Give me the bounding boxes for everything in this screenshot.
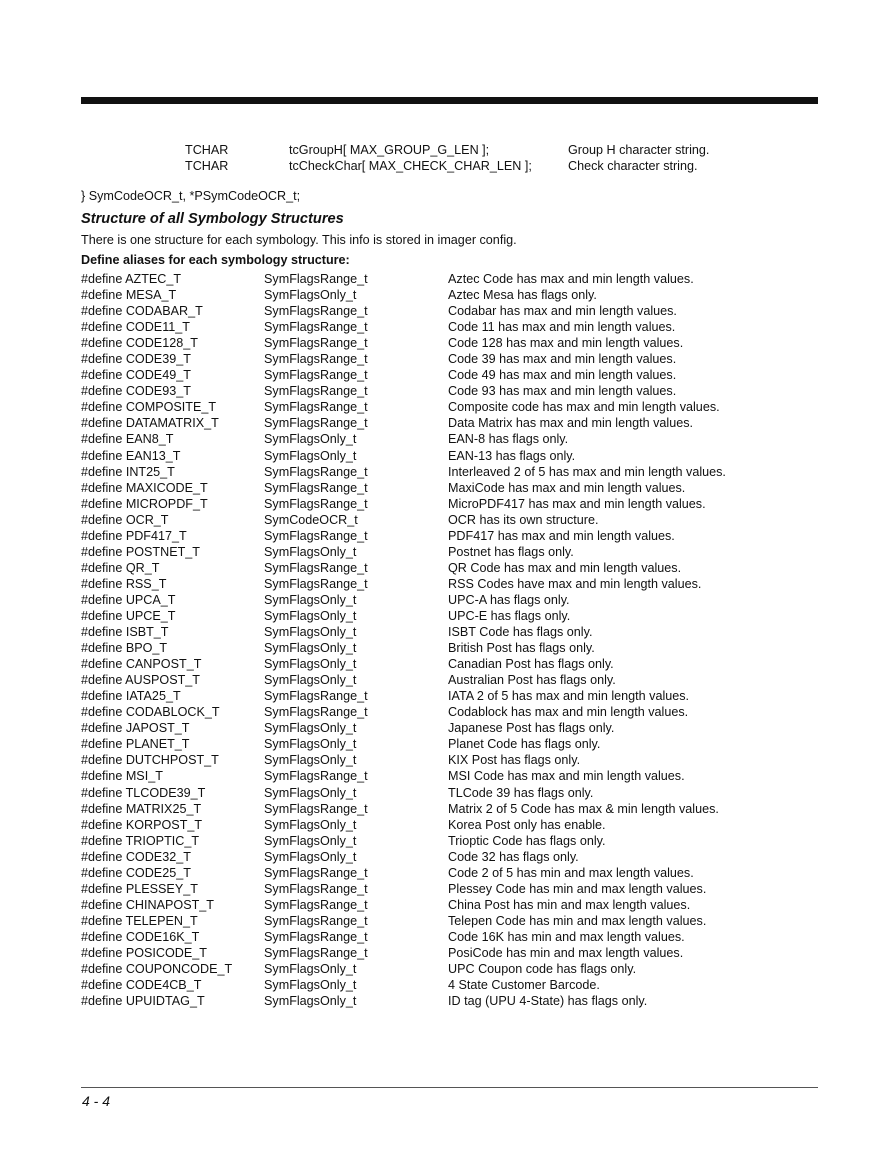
define-macro: #define PLESSEY_T <box>81 881 198 896</box>
define-type: SymFlagsOnly_t <box>264 592 357 607</box>
define-type: SymFlagsOnly_t <box>264 817 357 832</box>
define-type: SymFlagsRange_t <box>264 416 368 431</box>
define-description: Code 2 of 5 has min and max length values. <box>448 865 694 880</box>
define-row <box>0 945 892 961</box>
define-row <box>0 768 892 784</box>
define-macro: #define CODABAR_T <box>81 304 203 319</box>
define-macro: #define ISBT_T <box>81 625 169 640</box>
define-description: RSS Codes have max and min length values. <box>448 576 702 591</box>
define-macro: #define AZTEC_T <box>81 272 182 286</box>
define-row <box>0 528 892 544</box>
define-row <box>0 929 892 945</box>
define-type: SymFlagsRange_t <box>264 400 368 415</box>
define-macro: #define MAXICODE_T <box>81 480 208 495</box>
define-description: KIX Post has flags only. <box>448 753 581 768</box>
struct-field-description: Check character string. <box>568 159 698 173</box>
define-row <box>0 576 892 592</box>
define-description: Interleaved 2 of 5 has max and min length values. <box>448 464 726 479</box>
define-macro: #define CODE11_T <box>81 320 190 335</box>
define-macro: #define CODE39_T <box>81 352 191 367</box>
define-type: SymFlagsRange_t <box>264 705 368 720</box>
define-row <box>0 961 892 977</box>
define-type: SymFlagsOnly_t <box>264 962 357 977</box>
define-row <box>0 672 892 688</box>
define-type: SymFlagsOnly_t <box>264 994 357 1009</box>
define-row <box>0 608 892 624</box>
define-description: ID tag (UPU 4-State) has flags only. <box>448 994 648 1009</box>
define-row <box>0 993 892 1009</box>
define-type: SymFlagsRange_t <box>264 881 368 896</box>
define-type: SymFlagsRange_t <box>264 689 368 704</box>
define-macro: #define KORPOST_T <box>81 817 203 832</box>
define-row <box>0 271 892 287</box>
define-type: SymFlagsOnly_t <box>264 448 357 463</box>
define-macro: #define TLCODE39_T <box>81 785 206 800</box>
define-description: TLCode 39 has flags only. <box>448 785 594 800</box>
struct-field-description: Group H character string. <box>568 143 710 157</box>
define-description: MSI Code has max and min length values. <box>448 769 685 784</box>
define-type: SymFlagsRange_t <box>264 320 368 335</box>
define-description: QR Code has max and min length values. <box>448 560 682 575</box>
define-description: Trioptic Code has flags only. <box>448 833 606 848</box>
define-row <box>0 319 892 335</box>
define-description: EAN-13 has flags only. <box>448 448 576 463</box>
define-row <box>0 752 892 768</box>
define-macro: #define POSTNET_T <box>81 544 200 559</box>
page-number: 4 - 4 <box>82 1093 111 1109</box>
define-description: Telepen Code has min and max length values. <box>448 913 707 928</box>
define-macro: #define MESA_T <box>81 288 177 303</box>
define-row <box>0 383 892 399</box>
struct-field-name: tcGroupH[ MAX_GROUP_G_LEN ]; <box>289 143 490 157</box>
define-type: SymFlagsOnly_t <box>264 657 357 672</box>
define-description: Data Matrix has max and min length values. <box>448 416 693 431</box>
define-description: Code 93 has max and min length values. <box>448 384 677 399</box>
define-description: Matrix 2 of 5 Code has max & min length values. <box>448 801 719 816</box>
define-row <box>0 480 892 496</box>
struct-fields <box>0 142 892 174</box>
define-macro: #define UPUIDTAG_T <box>81 994 205 1009</box>
define-macro: #define EAN8_T <box>81 432 174 447</box>
define-row <box>0 464 892 480</box>
define-type: SymFlagsRange_t <box>264 336 368 351</box>
define-type: SymFlagsRange_t <box>264 929 368 944</box>
define-type: SymFlagsRange_t <box>264 368 368 383</box>
define-description: UPC Coupon code has flags only. <box>448 962 637 977</box>
intro-paragraph: There is one structure for each symbology. This info is stored in imager config. <box>81 233 517 247</box>
define-macro: #define PDF417_T <box>81 528 187 543</box>
define-macro: #define UPCE_T <box>81 608 176 623</box>
define-type: SymFlagsOnly_t <box>264 288 357 303</box>
define-type: SymFlagsRange_t <box>264 897 368 912</box>
define-type: SymFlagsRange_t <box>264 945 368 960</box>
define-row <box>0 656 892 672</box>
define-description: Japanese Post has flags only. <box>448 721 615 736</box>
define-macro: #define CANPOST_T <box>81 657 202 672</box>
define-row <box>0 897 892 913</box>
define-row <box>0 560 892 576</box>
define-type: SymFlagsRange_t <box>264 560 368 575</box>
define-description: ISBT Code has flags only. <box>448 625 593 640</box>
define-macro: #define JAPOST_T <box>81 721 190 736</box>
define-type: SymFlagsRange_t <box>264 528 368 543</box>
define-description: 4 State Customer Barcode. <box>448 978 600 993</box>
define-description: British Post has flags only. <box>448 641 595 656</box>
define-type: SymFlagsRange_t <box>264 496 368 511</box>
define-description: Code 128 has max and min length values. <box>448 336 684 351</box>
define-type: SymFlagsRange_t <box>264 769 368 784</box>
define-row <box>0 367 892 383</box>
define-macro: #define CODE32_T <box>81 849 191 864</box>
define-type: SymFlagsOnly_t <box>264 641 357 656</box>
define-description: Code 11 has max and min length values. <box>448 320 676 335</box>
define-macro: #define COUPONCODE_T <box>81 962 233 977</box>
define-row <box>0 833 892 849</box>
struct-field-type: TCHAR <box>185 159 229 173</box>
define-description: MaxiCode has max and min length values. <box>448 480 686 495</box>
define-type: SymFlagsRange_t <box>264 913 368 928</box>
define-macro: #define CODE93_T <box>81 384 191 399</box>
define-description: Australian Post has flags only. <box>448 673 616 688</box>
define-description: Code 16K has min and max length values. <box>448 929 685 944</box>
define-row <box>0 801 892 817</box>
struct-field-type: TCHAR <box>185 143 229 157</box>
define-description: Planet Code has flags only. <box>448 737 601 752</box>
struct-row <box>0 142 892 158</box>
define-description: Korea Post only has enable. <box>448 817 606 832</box>
define-type: SymFlagsOnly_t <box>264 833 357 848</box>
define-description: PDF417 has max and min length values. <box>448 528 675 543</box>
define-type: SymFlagsRange_t <box>264 801 368 816</box>
define-macro: #define CODE25_T <box>81 865 191 880</box>
struct-closing-line: } SymCodeOCR_t, *PSymCodeOCR_t; <box>81 189 301 203</box>
define-row <box>0 640 892 656</box>
define-macro: #define RSS_T <box>81 576 167 591</box>
define-macro: #define CODABLOCK_T <box>81 705 220 720</box>
define-row <box>0 351 892 367</box>
define-description: IATA 2 of 5 has max and min length values. <box>448 689 690 704</box>
define-macro: #define CODE4CB_T <box>81 978 202 993</box>
define-row <box>0 913 892 929</box>
define-type: SymFlagsRange_t <box>264 304 368 319</box>
define-macro: #define TELEPEN_T <box>81 913 198 928</box>
define-description: Code 49 has max and min length values. <box>448 368 677 383</box>
define-row <box>0 448 892 464</box>
define-macro: #define PLANET_T <box>81 737 190 752</box>
define-macro: #define CODE16K_T <box>81 929 200 944</box>
define-type: SymFlagsRange_t <box>264 464 368 479</box>
aliases-heading: Define aliases for each symbology structure: <box>81 253 350 267</box>
define-row <box>0 624 892 640</box>
define-row <box>0 592 892 608</box>
define-type: SymFlagsOnly_t <box>264 608 357 623</box>
define-row <box>0 720 892 736</box>
define-macro: #define CODE128_T <box>81 336 198 351</box>
define-row <box>0 399 892 415</box>
define-macro: #define MICROPDF_T <box>81 496 208 511</box>
define-row <box>0 287 892 303</box>
define-type: SymFlagsOnly_t <box>264 737 357 752</box>
define-type: SymFlagsOnly_t <box>264 673 357 688</box>
define-macro: #define TRIOPTIC_T <box>81 833 200 848</box>
define-macro: #define EAN13_T <box>81 448 181 463</box>
define-type: SymFlagsRange_t <box>264 865 368 880</box>
define-description: Codabar has max and min length values. <box>448 304 677 319</box>
define-row <box>0 496 892 512</box>
section-title: Structure of all Symbology Structures <box>81 211 344 227</box>
define-description: Postnet has flags only. <box>448 544 574 559</box>
define-macro: #define POSICODE_T <box>81 945 207 960</box>
define-row <box>0 303 892 319</box>
define-macro: #define OCR_T <box>81 512 169 527</box>
define-macro: #define DATAMATRIX_T <box>81 416 219 431</box>
define-type: SymFlagsOnly_t <box>264 721 357 736</box>
define-type: SymFlagsRange_t <box>264 272 368 286</box>
define-row <box>0 415 892 431</box>
define-macro: #define INT25_T <box>81 464 175 479</box>
define-type: SymFlagsOnly_t <box>264 978 357 993</box>
define-description: UPC-A has flags only. <box>448 592 570 607</box>
define-macro: #define MATRIX25_T <box>81 801 202 816</box>
define-macro: #define BPO_T <box>81 641 168 656</box>
define-description: MicroPDF417 has max and min length values. <box>448 496 706 511</box>
define-macro: #define CHINAPOST_T <box>81 897 214 912</box>
define-row <box>0 544 892 560</box>
define-list <box>0 271 892 1009</box>
define-type: SymFlagsRange_t <box>264 576 368 591</box>
define-description: Code 39 has max and min length values. <box>448 352 677 367</box>
define-macro: #define QR_T <box>81 560 160 575</box>
define-row <box>0 512 892 528</box>
define-type: SymFlagsOnly_t <box>264 785 357 800</box>
define-row <box>0 977 892 993</box>
define-type: SymFlagsOnly_t <box>264 753 357 768</box>
define-description: Aztec Mesa has flags only. <box>448 288 597 303</box>
define-description: Codablock has max and min length values. <box>448 705 689 720</box>
define-description: OCR has its own structure. <box>448 512 599 527</box>
define-description: Aztec Code has max and min length values. <box>448 272 694 286</box>
define-type: SymFlagsRange_t <box>264 352 368 367</box>
define-row <box>0 736 892 752</box>
define-macro: #define UPCA_T <box>81 592 176 607</box>
define-description: EAN-8 has flags only. <box>448 432 569 447</box>
define-row <box>0 817 892 833</box>
struct-row <box>0 158 892 174</box>
define-type: SymCodeOCR_t <box>264 512 358 527</box>
footer-rule <box>81 1087 818 1088</box>
define-type: SymFlagsOnly_t <box>264 544 357 559</box>
header-rule <box>81 97 818 104</box>
define-description: PosiCode has min and max length values. <box>448 945 684 960</box>
define-type: SymFlagsRange_t <box>264 384 368 399</box>
define-macro: #define COMPOSITE_T <box>81 400 217 415</box>
define-type: SymFlagsOnly_t <box>264 849 357 864</box>
define-row <box>0 431 892 447</box>
define-macro: #define IATA25_T <box>81 689 181 704</box>
define-row <box>0 881 892 897</box>
define-row <box>0 704 892 720</box>
define-description: China Post has min and max length values. <box>448 897 691 912</box>
define-row <box>0 688 892 704</box>
define-row <box>0 865 892 881</box>
define-row <box>0 335 892 351</box>
define-description: Plessey Code has min and max length values. <box>448 881 707 896</box>
define-description: UPC-E has flags only. <box>448 608 571 623</box>
define-description: Canadian Post has flags only. <box>448 657 614 672</box>
define-macro: #define DUTCHPOST_T <box>81 753 219 768</box>
define-description: Code 32 has flags only. <box>448 849 579 864</box>
define-type: SymFlagsRange_t <box>264 480 368 495</box>
define-macro: #define MSI_T <box>81 769 163 784</box>
define-row <box>0 849 892 865</box>
define-macro: #define CODE49_T <box>81 368 191 383</box>
define-row <box>0 785 892 801</box>
define-description: Composite code has max and min length values. <box>448 400 720 415</box>
define-macro: #define AUSPOST_T <box>81 673 201 688</box>
struct-field-name: tcCheckChar[ MAX_CHECK_CHAR_LEN ]; <box>289 159 532 173</box>
define-type: SymFlagsOnly_t <box>264 432 357 447</box>
define-type: SymFlagsOnly_t <box>264 625 357 640</box>
